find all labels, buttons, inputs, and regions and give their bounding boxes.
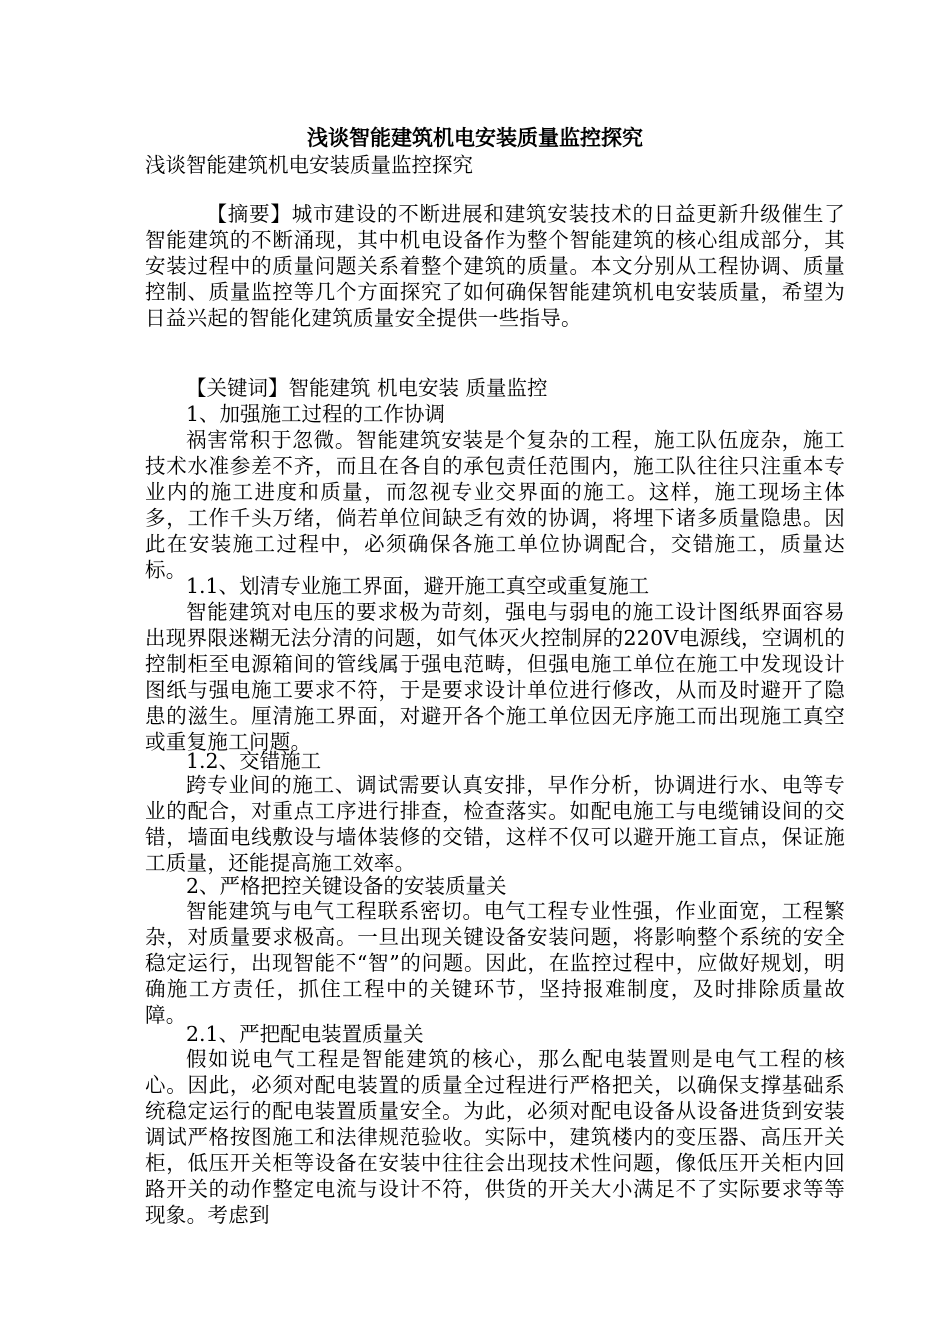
keywords-line: 【关键词】智能建筑 机电安装 质量监控 <box>186 376 548 400</box>
section-body: 智能建筑对电压的要求极为苛刻，强电与弱电的施工设计图纸界面容易出现界限迷糊无法分清的问题，如气体灭火控制屏的220V电源线，空调机的控制柜至电源箱间的管线属于强电范畴，但强电施工单位在施工中发现设计图纸与强电施工要求不符，于是要求设计单位进行修改，从而及时避开了隐患的滋生。厘清施工界面，对避开各个施工单位因无序施工而出现施工真空或重复施工问题。 <box>145 600 845 754</box>
section-heading: 1、加强施工过程的工作协调 <box>186 402 446 426</box>
document-title: 浅谈智能建筑机电安装质量监控探究 <box>307 125 643 150</box>
section-body: 跨专业间的施工、调试需要认真安排，早作分析，协调进行水、电等专业的配合，对重点工序进行排查，检查落实。如配电施工与电缆铺设间的交错，墙面电线敷设与墙体装修的交错，这样不仅可以避开施工盲点，保证施工质量，还能提高施工效率。 <box>145 773 845 875</box>
document-subtitle: 浅谈智能建筑机电安装质量监控探究 <box>145 153 473 177</box>
section-heading: 1.1、划清专业施工界面，避开施工真空或重复施工 <box>186 574 650 598</box>
section-heading: 2.1、严把配电装置质量关 <box>186 1022 424 1046</box>
section-body: 假如说电气工程是智能建筑的核心，那么配电装置则是电气工程的核心。因此，必须对配电装置的质量全过程进行严格把关，以确保支撑基础系统稳定运行的配电装置质量安全。为此，必须对配电设备从设备进货到安装调试严格按图施工和法律规范验收。实际中，建筑楼内的变压器、高压开关柜，低压开关柜等设备在安装中往往会出现技术性问题，像低压开关柜内回路开关的动作整定电流与设计不符，供货的开关大小满足不了实际要求等等现象。考虑到 <box>145 1047 845 1227</box>
section-body: 智能建筑与电气工程联系密切。电气工程专业性强，作业面宽，工程繁杂，对质量要求极高。一旦出现关键设备安装问题，将影响整个系统的安全稳定运行，出现智能不“智”的问题。因此，在监控过程中，应做好规划，明确施工方责任，抓住工程中的关键环节，坚持报难制度，及时排除质量故障。 <box>145 899 845 1027</box>
section-heading: 1.2、交错施工 <box>186 749 322 773</box>
section-heading: 2、严格把控关键设备的安装质量关 <box>186 874 507 898</box>
section-body: 祸害常积于忽微。智能建筑安装是个复杂的工程，施工队伍庞杂，施工技术水准参差不齐，而且在各自的承包责任范围内，施工队往往只注重本专业内的施工进度和质量，而忽视专业交界面的施工。这样，施工现场主体多，工作千头万绪，倘若单位间缺乏有效的协调，将埋下诸多质量隐患。因此在安装施工过程中，必须确保各施工单位协调配合，交错施工，质量达标。 <box>145 428 845 582</box>
abstract-paragraph: 【摘要】城市建设的不断进展和建筑安装技术的日益更新升级催生了智能建筑的不断涌现，其中机电设备作为整个智能建筑的核心组成部分，其安装过程中的质量问题关系着整个建筑的质量。本文分别从工程协调、质量控制、质量监控等几个方面探究了如何确保智能建筑机电安装质量，希望为日益兴起的智能化建筑质量安全提供一些指导。 <box>145 202 845 330</box>
